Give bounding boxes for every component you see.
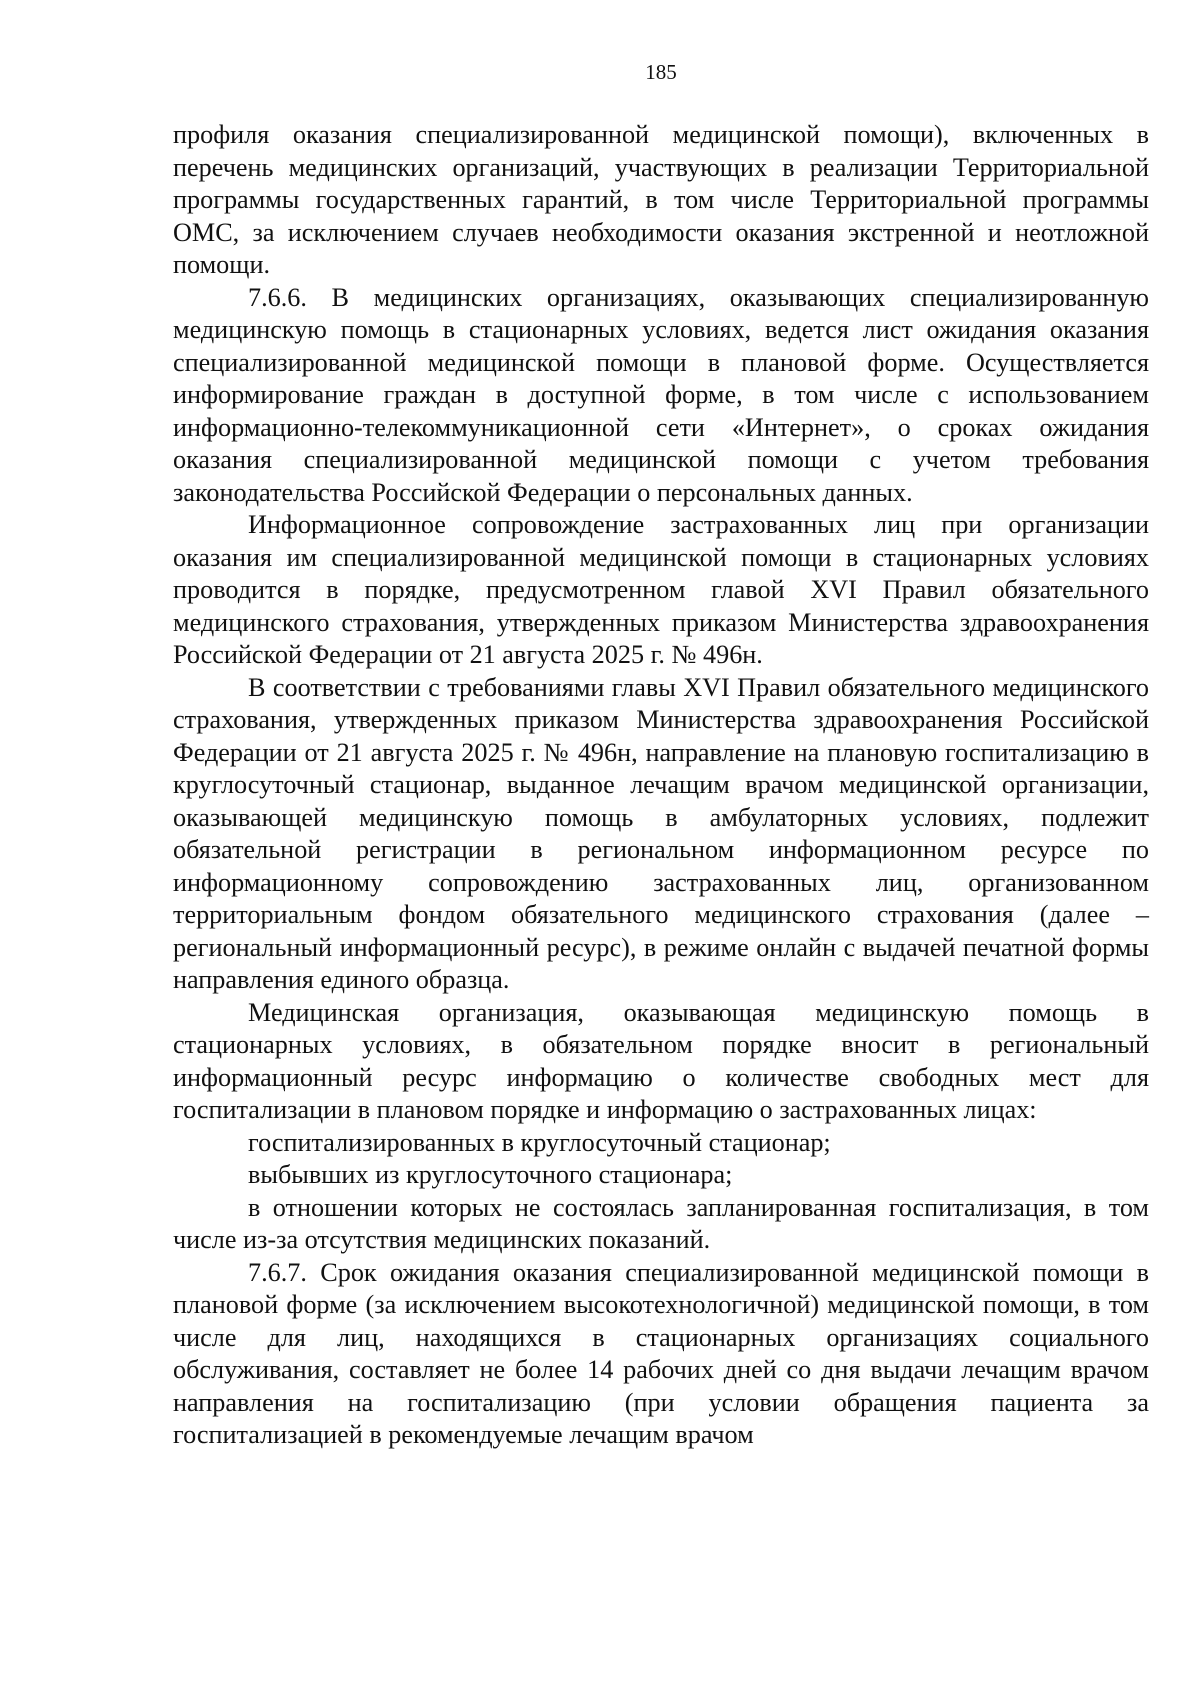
paragraph-referral-registration: В соответствии с требованиями главы XVI Правил обязательного медицинского страхования, утвержденных приказом Министерства здравоохранения Российской Федерации от 21 августа 2025 г. № 496н, направление на плановую госпитализацию в круглосуточный стационар, выданное лечащим врачом медицинской организации, оказывающей медицинскую помощь в амбулаторных условиях, подлежит обязательной регистрации в региональном информационном ресурсе по информационному сопровождению застрахованных лиц, организованном территориальным фондом обязательного медицинского страхования (далее – региональный информационный ресурс), в режиме онлайн с выдачей печатной формы направления единого образца.: [173, 672, 1149, 994]
paragraph-continuation: профиля оказания специализированной медицинской помощи), включенных в перечень медицинских организаций, участвующих в реализации Территориальной программы государственных гарантий, в том числе Территориальной программы ОМС, за исключением случаев необходимости оказания экстренной и неотложной помощи.: [173, 120, 1149, 279]
paragraph-hospital-duties: Медицинская организация, оказывающая медицинскую помощь в стационарных условиях, в обязательном порядке вносит в региональный информационный ресурс информацию о количестве свободных мест для госпитализации в плановом порядке и информацию о застрахованных лицах:: [173, 997, 1149, 1124]
paragraph-7-6-7: 7.6.7. Срок ожидания оказания специализированной медицинской помощи в плановой форме (за исключением высокотехнологичной) медицинской помощи, в том числе для лиц, находящихся в стационарных организациях социального обслуживания, составляет не более 14 рабочих дней со дня выдачи лечащим врачом направления на госпитализацию (при условии обращения пациента за госпитализацией в рекомендуемые лечащим врачом: [173, 1257, 1149, 1449]
list-item: выбывших из круглосуточного стационара;: [248, 1160, 733, 1189]
list-item: госпитализированных в круглосуточный стационар;: [248, 1127, 831, 1157]
list-item: в отношении которых не состоялась запланированная госпитализация, в том числе из-за отсутствия медицинских показаний.: [173, 1192, 1149, 1254]
document-body: [173, 119, 1149, 1452]
page-number: 185: [645, 60, 677, 84]
paragraph-7-6-6: 7.6.6. В медицинских организациях, оказывающих специализированную медицинскую помощь в стационарных условиях, ведется лист ожидания оказания специализированной медицинской помощи в плановой форме. Осуществляется информирование граждан в доступной форме, в том числе с использованием информационно-телекоммуникационной сети «Интернет», о сроках ожидания оказания специализированной медицинской помощи с учетом требования законодательства Российской Федерации о персональных данных.: [173, 282, 1149, 507]
paragraph-info-support: Информационное сопровождение застрахованных лиц при организации оказания им специализированной медицинской помощи в стационарных условиях проводится в порядке, предусмотренном главой XVI Правил обязательного медицинского страхования, утвержденных приказом Министерства здравоохранения Российской Федерации от 21 августа 2025 г. № 496н.: [173, 510, 1149, 669]
